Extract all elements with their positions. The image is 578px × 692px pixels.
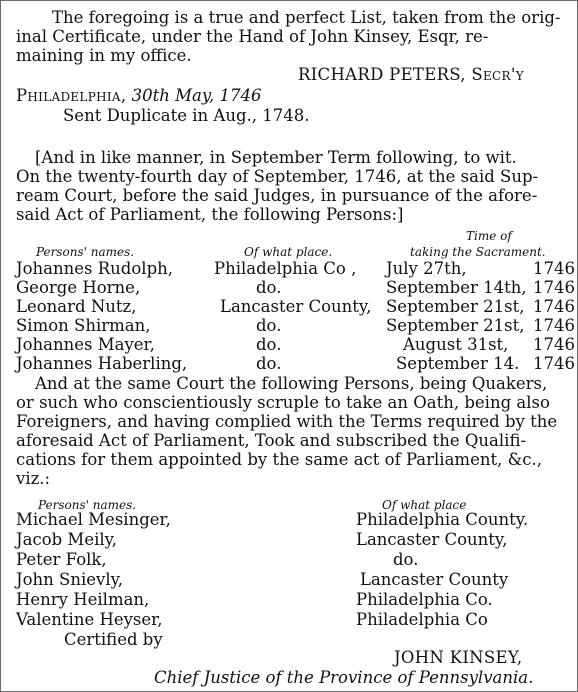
table1-row-6-name: Johannes Haberling, — [16, 354, 188, 373]
table2-row-2-name: Jacob Meily, — [16, 530, 118, 549]
table2-row-1-name: Michael Mesinger, — [16, 510, 171, 529]
table2-row-4-name: John Snievly, — [16, 570, 123, 589]
table2-row-6-place: Philadelphia Co — [356, 610, 488, 629]
para2-line-1: And at the same Court the following Persons, being Quakers, — [35, 374, 548, 393]
signature-john-kinsey: JOHN KINSEY, — [394, 648, 523, 667]
table1-row-6-date: September 14. — [396, 354, 520, 373]
para2-line-6: viz.: — [16, 469, 51, 488]
table1-row-1-name: Johannes Rudolph, — [16, 259, 173, 278]
table1-row-3-name: Leonard Nutz, — [16, 297, 137, 316]
dateline — [16, 87, 261, 105]
table2-row-3-name: Peter Folk, — [16, 550, 107, 569]
table1-header-name: Persons' names. — [36, 245, 135, 259]
intro-line-2: inal Certificate, under the Hand of John Kinsey, Esqr, re- — [16, 27, 489, 46]
para2-line-3: Foreigners, and having complied with the Terms required by the — [16, 412, 558, 431]
signature-title: Chief Justice of the Province of Pennsylvania. — [154, 668, 534, 687]
signature-name: RICHARD PETERS, Secr'y — [298, 65, 524, 84]
table1-row-5-year: 1746 — [533, 335, 575, 354]
table1-row-5-place: do. — [256, 335, 282, 354]
table2-row-3-place: do. — [393, 550, 419, 569]
table1-row-1-date: July 27th, — [386, 259, 467, 278]
table1-row-2-name: George Horne, — [16, 278, 141, 297]
table1-row-5-date: August 31st, — [403, 335, 509, 354]
table1-row-1-year: 1746 — [533, 259, 575, 278]
para2-line-5: cations for them appointed by the same act of Parliament, &c., — [16, 450, 542, 469]
sent-duplicate: Sent Duplicate in Aug., 1748. — [63, 106, 310, 125]
dateline-date: 30th May, 1746 — [131, 86, 262, 105]
table2-row-4-place: Lancaster County — [360, 570, 509, 589]
table1-header-time-line1: Time of — [466, 229, 512, 243]
signature-richard-peters — [298, 66, 524, 84]
table2-row-5-place: Philadelphia Co. — [356, 590, 493, 609]
table1-row-2-place: do. — [256, 278, 282, 297]
para-line-3: ream Court, before the said Judges, in pursuance of the afore- — [16, 186, 538, 205]
table2-row-5-name: Henry Heilman, — [16, 590, 150, 609]
table1-header-place: Of what place. — [244, 245, 333, 259]
table1-row-1-place: Philadelphia Co , — [214, 259, 357, 278]
certified-by: Certified by — [64, 630, 163, 649]
dateline-place: Philadelphia, — [16, 86, 127, 105]
table1-row-3-date: September 21st, — [386, 297, 525, 316]
intro-line-1: The foregoing is a true and perfect List, taken from the orig- — [52, 8, 561, 27]
table1-row-6-year: 1746 — [533, 354, 575, 373]
table2-header-place: Of what place — [382, 498, 467, 512]
table1-row-6-place: do. — [256, 354, 282, 373]
intro-line-3: maining in my office. — [16, 46, 192, 65]
table2-row-6-name: Valentine Heyser, — [16, 610, 163, 629]
table1-row-4-year: 1746 — [533, 316, 575, 335]
para2-line-2: or such who conscientiously scruple to take an Oath, being also — [16, 393, 550, 412]
table2-header-name: Persons' names. — [38, 498, 137, 512]
table1-header-time-line2: taking the Sacrament. — [410, 245, 546, 259]
table1-row-4-name: Simon Shirman, — [16, 316, 151, 335]
para-line-4: said Act of Parliament, the following Persons:] — [16, 205, 404, 224]
table1-row-4-date: September 21st, — [386, 316, 525, 335]
table1-row-3-place: Lancaster County, — [220, 297, 372, 316]
table1-row-5-name: Johannes Mayer, — [16, 335, 155, 354]
table1-row-4-place: do. — [256, 316, 282, 335]
para2-line-4: aforesaid Act of Parliament, Took and subscribed the Qualifi- — [16, 431, 527, 450]
para-line-2: On the twenty-fourth day of September, 1746, at the said Sup- — [16, 167, 539, 186]
table2-row-1-place: Philadelphia County. — [356, 510, 529, 529]
para-line-1: [And in like manner, in September Term following, to wit. — [35, 148, 517, 167]
table2-row-2-place: Lancaster County, — [356, 530, 508, 549]
table1-row-3-year: 1746 — [533, 297, 575, 316]
table1-row-2-date: September 14th, — [386, 278, 527, 297]
table1-row-2-year: 1746 — [533, 278, 575, 297]
